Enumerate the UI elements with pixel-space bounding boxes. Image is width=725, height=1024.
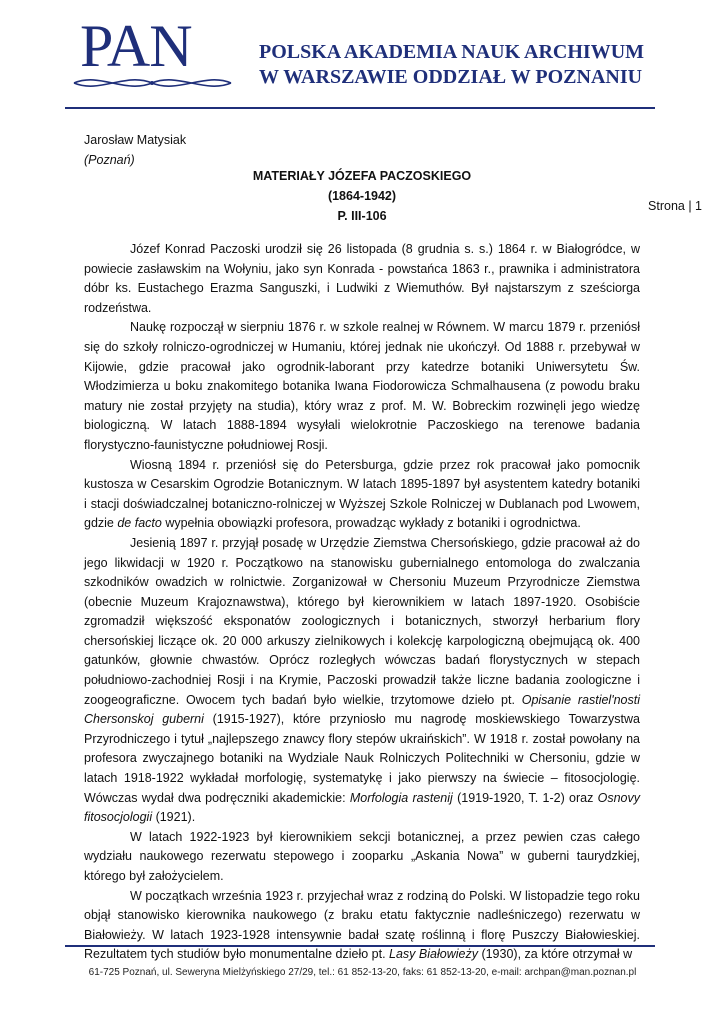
title-line-3: P. III-106 <box>337 209 387 223</box>
paragraph-5: W latach 1922-1923 był kierownikiem sekcji botanicznej, a przez pewien czas całego wydziału naukowego rezerwatu stepowego i zooparku „Askania Nowa” w guberni taurydzkiej, którego był założycielem. <box>84 829 640 883</box>
footer-address: 61-725 Poznań, ul. Seweryna Mielżyńskiego 27/29, tel.: 61 852-13-20, faks: 61 852-13-20, e-mail: archpan@man.poznan.pl <box>88 967 637 978</box>
paragraph-2: Naukę rozpoczął w sierpniu 1876 r. w szkole realnej w Równem. W marcu 1879 r. przeniósł się do szkoły rolniczo-ogrodniczej w Humaniu, której jednak nie ukończył. Od 1888 r. przebywał w Kijowie, gdzie pracował jako ogrodnik-laborant przy katedrze botaniki Uniwersytetu Św. Włodzimierza u boku znakomitego botanika Iwana Fiodorowicza Schmalhausena (z powodu braku matury nie został przyjęty na studia), który wraz z prof. M. W. Bobreckim rozwinęli jego wiedzę biologiczną. W latach 1888-1894 wysyłali wielokrotnie Paczoskiego na terenowe badania florystyczno-faunistyczne południowej Rosji. <box>84 320 640 452</box>
paragraph-3: Wiosną 1894 r. przeniósł się do Petersburga, gdzie przez rok pracował jako pomocnik kustosza w Cesarskim Ogrodzie Botanicznym. W latach 1895-1897 był asystentem katedry botaniki i stacji doświadczalnej botaniczno-rolniczej w Wyższej Szkole Rolniczej w Dublanach pod Lwowem, gdzie de facto wypełnia obowiązki profesora, prowadząc wykłady z botaniki i ogrodnictwa. <box>84 457 640 531</box>
paragraph-6: W początkach września 1923 r. przyjechał wraz z rodziną do Polski. W listopadzie tego roku objął stanowisko kierownika naukowego (z braku etatu faktycznie nadleśniczego) rezerwatu w Białowieży. W latach 1923-1928 intensywnie badał szatę roślinną i florę Puszczy Białowieskiej. Rezultatem tych studiów było monumentalne dzieło pt. Lasy Białowieży (1930), za które otrzymał w <box>84 888 640 962</box>
institution-line-1: POLSKA AKADEMIA NAUK ARCHIWUM <box>259 41 645 63</box>
logo-swirl-icon <box>70 70 235 96</box>
document-title <box>84 166 640 226</box>
body-text <box>84 240 640 965</box>
institution-line-2: W WARSZAWIE ODDZIAŁ W POZNANIU <box>259 66 643 88</box>
paragraph-4: Jesienią 1897 r. przyjął posadę w Urzędzie Ziemstwa Chersońskiego, gdzie pracował aż do jego likwidacji w 1920 r. Początkowo na stanowisku gubernialnego entomologa do zwalczania szkodników owadzich w rolnictwie. Zorganizował w Chersoniu Muzeum Przyrodnicze Ziemstwa (obecnie Muzeum Krajoznawstwa), którego był kierownikiem w latach 1897-1920. Osobiście zgromadził większość eksponatów zoologicznych i botanicznych, stworzył herbarium flory chersońskiej liczące ok. 20 000 arkuszy zielnikowych i kolekcję karpologiczną obejmującą ok. 400 gatunków, głownie chwastów. Oprócz rozległych wówczas badań florystycznych w stepach południowo-zachodniej Rosji i na Krymie, Paczoski prowadził także liczne badania zoologiczne i zoogeograficzne. Owocem tych badań było wielkie, trzytomowe dzieło pt. Opisanie rastiel'nosti Chersonskoj guberni (1915-1927), które przyniosło mu nagrodę moskiewskiego Towarzystwa Przyrodniczego i tytuł „najlepszego znawcy flory stepów ukraińskich”. W 1918 r. został powołany na profesora zwyczajnego botaniki na Wydziale Nauk Rolniczych Politechniki w Chersoniu, gdzie w latach 1918-1922 wykładał morfologię, systematykę i jako pierwszy na świecie – fitosocjologię. Wówczas wydał dwa podręczniki akademickie: Morfologia rastenij (1919-1920, T. 1-2) oraz Osnovy fitosocjologii (1921). <box>84 535 641 825</box>
logo-text: PAN <box>80 13 192 79</box>
title-line-1: MATERIAŁY JÓZEFA PACZOSKIEGO <box>252 169 472 183</box>
footer-divider <box>65 945 655 947</box>
header-divider <box>65 107 655 109</box>
institution-name <box>259 40 679 90</box>
title-line-2: (1864-1942) <box>327 189 397 203</box>
author-name: Jarosław Matysiak <box>84 133 187 147</box>
author-block <box>84 130 186 170</box>
paragraph-1: Józef Konrad Paczoski urodził się 26 listopada (8 grudnia s. s.) 1864 r. w Białogródce, w powiecie zasławskim na Wołyniu, jako syn Konrada - powstańca 1863 r., prawnika i administratora dóbr ks. Eustachego Erazma Sanguszki, i Ludwiki z Wiemuthów. Był najstarszym z sześciorga rodzeństwa. <box>84 242 640 315</box>
pan-logo <box>70 14 235 98</box>
author-location: (Poznań) <box>84 153 135 167</box>
page-number: Strona | 1 <box>648 199 702 213</box>
